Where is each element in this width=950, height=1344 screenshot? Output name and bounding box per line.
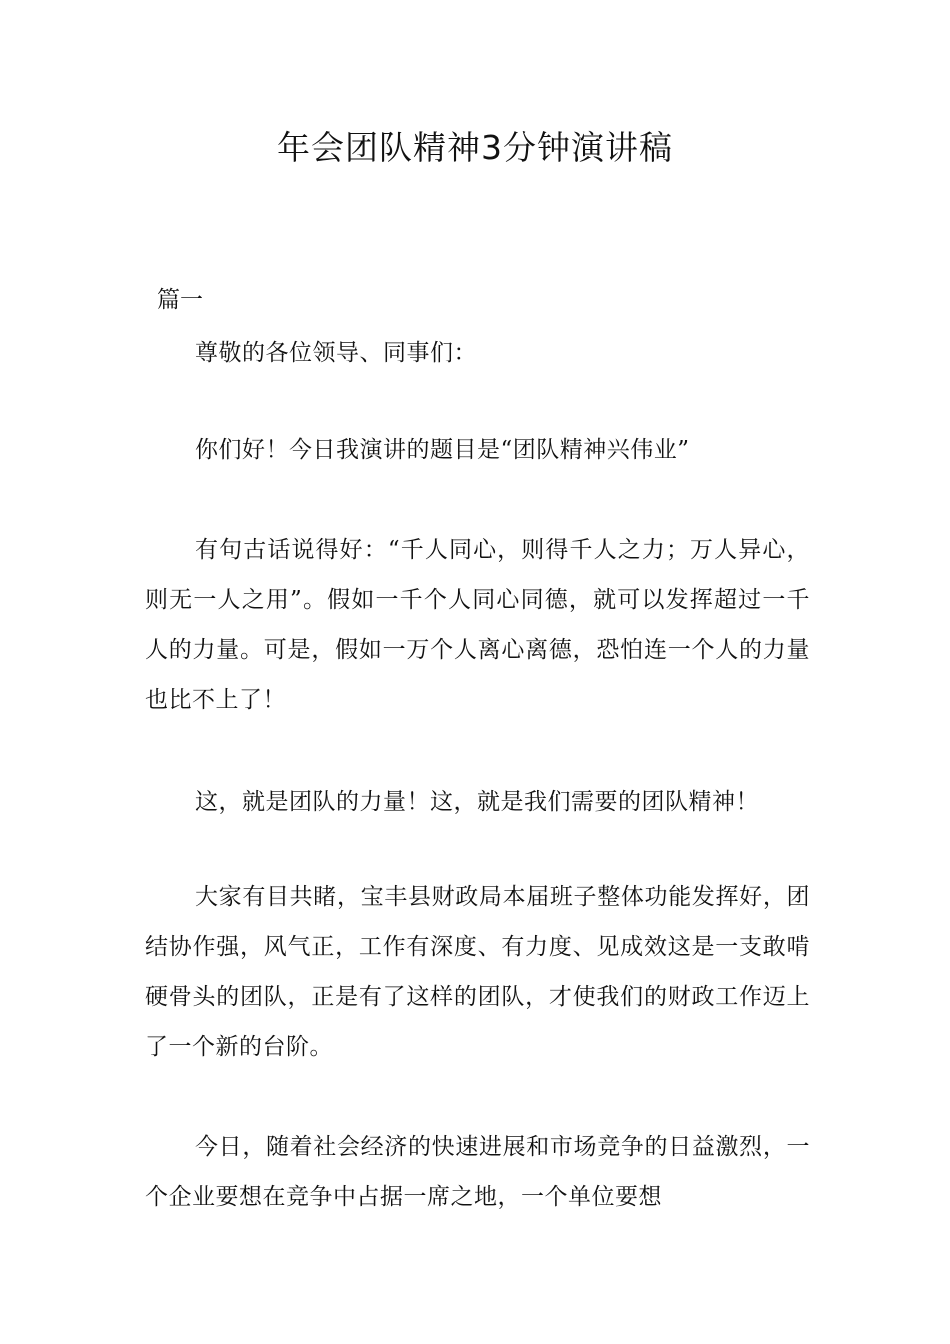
section-label: 篇一	[157, 287, 203, 313]
paragraph-team-power: 这，就是团队的力量！这，就是我们需要的团队精神！	[195, 789, 759, 815]
paragraph-today: 今日，随着社会经济的快速进展和市场竞争的日益激烈，一个企业要想在竞争中占据一席之地，一个单位要想	[145, 1134, 810, 1210]
paragraph-greeting: 尊敬的各位领导、同事们：	[195, 340, 477, 366]
paragraph-finance-bureau: 大家有目共睹，宝丰县财政局本届班子整体功能发挥好，团结协作强，风气正，工作有深度、有力度、见成效这是一支敢啃硬骨头的团队，正是有了这样的团队，才使我们的财政工作迈上了一个新的台阶。	[145, 884, 810, 1060]
paragraph-intro: 你们好！今日我演讲的题目是“团队精神兴伟业”	[195, 437, 690, 463]
paragraph-proverb: 有句古话说得好：“千人同心，则得千人之力；万人异心，则无一人之用”。假如一千个人同心同德，就可以发挥超过一千人的力量。可是，假如一万个人离心离德，恐怕连一个人的力量也比不上了！	[145, 537, 810, 713]
document-title: 年会团队精神3分钟演讲稿	[277, 128, 673, 167]
